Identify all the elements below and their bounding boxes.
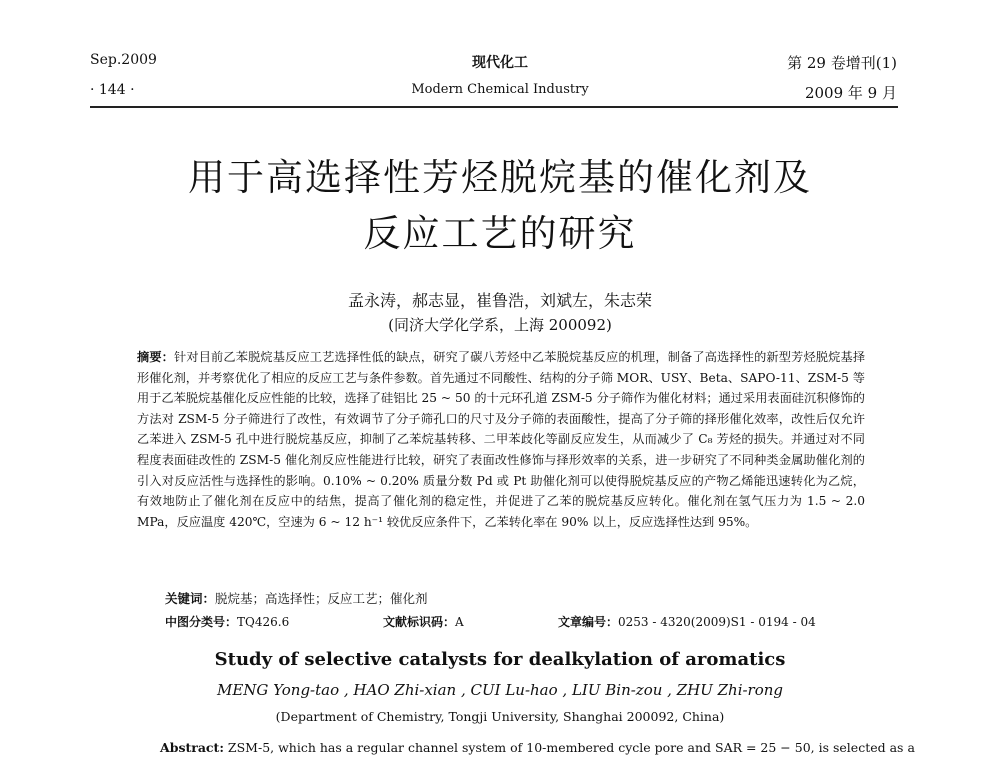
classification-number [165,613,289,630]
english-authors: MENG Yong-tao , HAO Zhi-xian , CUI Lu-hao , LIU Bin-zou , ZHU Zhi-rong [216,681,784,699]
journal-name-cn: 现代化工 [472,55,528,71]
affiliation: (同济大学化学系，上海 200092) [388,316,612,334]
classification-value: TQ426.6 [237,615,290,629]
title-line-1: 用于高选择性芳烃脱烷基的催化剂及 [188,156,812,199]
english-abstract-text: ZSM-5, which has a regular channel system of 10-membered cycle pore and SAR = 25 − 50, is selected as a [227,740,915,755]
article-number [558,613,816,630]
classification-label: 中图分类号： [165,615,238,629]
english-affiliation: (Department of Chemistry, Tongji University, Shanghai 200092, China) [275,709,725,724]
paper-title [0,150,1000,262]
document-code-value: A [455,615,464,629]
document-code-label: 文献标识码： [383,615,456,629]
english-abstract [160,740,915,755]
author-list: 孟永涛，郝志显，崔鲁浩，刘斌左，朱志荣 [347,291,652,310]
keywords [165,589,428,607]
abstract-cn [137,347,865,532]
document-code [383,613,464,630]
page-number: · 144 · [90,82,135,98]
journal-name-en: Modern Chemical Industry [411,82,589,97]
english-title: Study of selective catalysts for dealkylation of aromatics [214,649,786,670]
english-abstract-label: Abstract: [160,740,224,755]
header-divider [90,106,898,108]
keywords-text: 脱烷基；高选择性；反应工艺；催化剂 [215,591,428,606]
issue-date: 2009 年 9 月 [804,84,897,102]
volume-info: 第 29 卷增刊(1) [787,54,897,72]
abstract-text: 针对目前乙苯脱烷基反应工艺选择性低的缺点，研究了碳八芳烃中乙苯脱烷基反应的机理，制备了高选择性的新型芳烃脱烷基择形催化剂，并考察优化了相应的反应工艺与条件参数。首先通过不同酸性、结构的分子筛 MOR、USY、Beta、SAPO-11、ZSM-5 等用于乙苯脱烷基催化反应性能的比较，选择了硅铝比 25 ~ 50 的十元环孔道 ZSM-5 分子筛作为催化材料；通过采用表面硅沉积修饰的方法对 ZSM-5 分子筛进行了改性，有效调节了分子筛孔口的尺寸及分子筛的表面酸性，提高了分子筛的择形催化效率，改性后仅允许乙苯进入 ZSM-5 孔中进行脱烷基反应，抑制了乙苯烷基转移、二甲苯歧化等副反应发生，从而减少了 C₈ 芳烃的损失。并通过对不同程度表面硅改性的 ZSM-5 催化剂反应性能进行比较，研究了表面改性修饰与择形效率的关系，进一步研究了不同种类金属助催化剂的引入对反应活性与选择性的影响。0.10% ~ 0.20% 质量分数 Pd 或 Pt 助催化剂可以使得脱烷基反应的产物乙烯能迅速转化为乙烷，有效地防止了催化剂在反应中的结焦，提高了催化剂的稳定性，并促进了乙苯的脱烷基反应转化。催化剂在氢气压力为 1.5 ~ 2.0 MPa，反应温度 420℃，空速为 6 ~ 12 h⁻¹ 较优反应条件下，乙苯转化率在 90% 以上，反应选择性达到 95%。 [137,350,866,529]
header-date: Sep.2009 [90,52,157,68]
abstract-label: 摘要： [137,350,175,364]
title-line-2: 反应工艺的研究 [363,212,637,255]
article-number-value: 0253 - 4320(2009)S1 - 0194 - 04 [618,615,816,629]
keywords-label: 关键词： [165,591,216,606]
article-number-label: 文章编号： [558,615,619,629]
